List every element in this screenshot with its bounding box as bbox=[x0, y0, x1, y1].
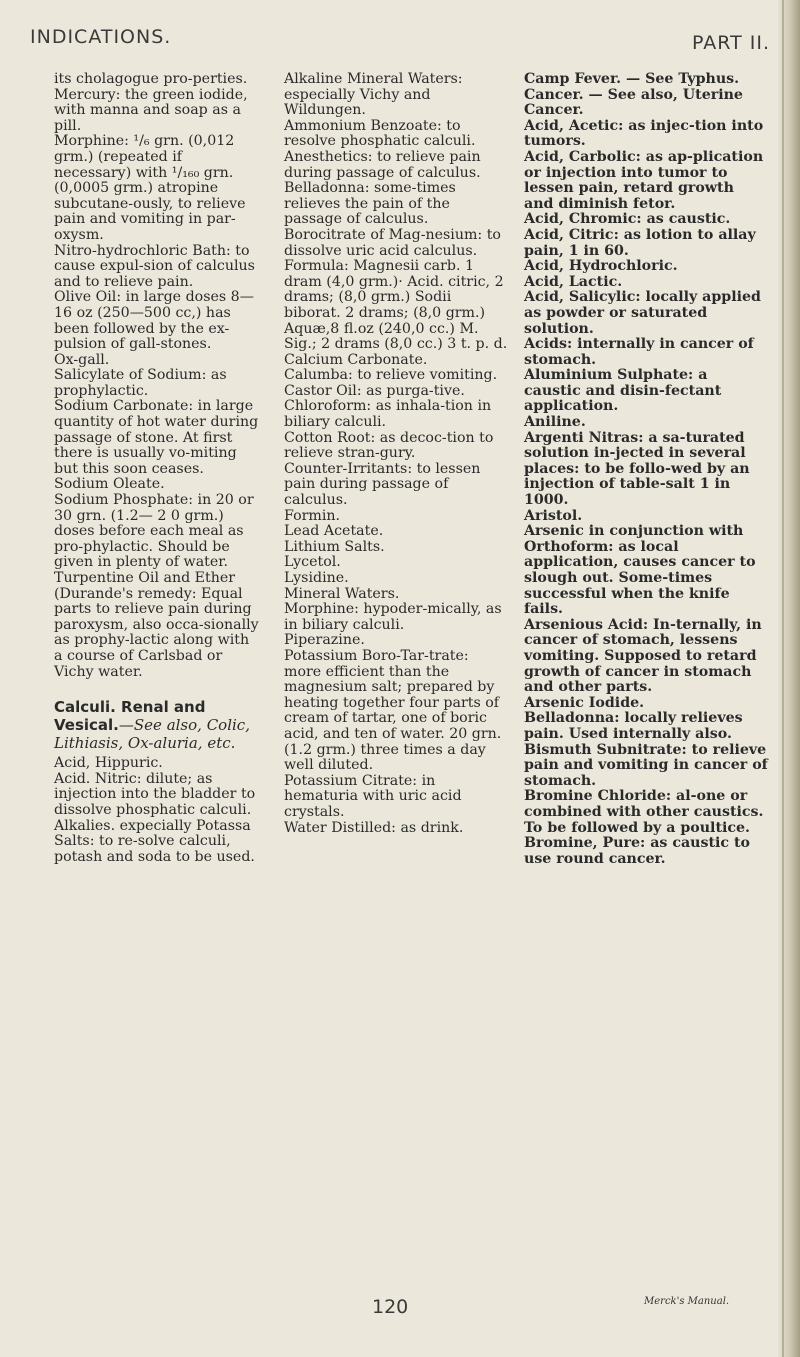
entry: Sodium Carbonate: in large quantity of hot water during passage of stone. At first there is usually vo-miting but this soon ceases. bbox=[54, 398, 259, 477]
entry: Alkaline Mineral Waters: especially Vichy and Wildungen. bbox=[284, 71, 463, 119]
entry: Lead Acetate. bbox=[284, 523, 384, 540]
entry: Sodium Phosphate: in 20 or 30 grn. (1.2— 2 0 grm.) doses before each meal as pro-phylactic. Should be given in plenty of water. bbox=[54, 492, 254, 571]
entry: Potassium Citrate: in hematuria with uric acid crystals. bbox=[284, 772, 462, 820]
entry: Lysidine. bbox=[284, 570, 349, 586]
entry: Sodium Oleate. bbox=[54, 476, 165, 493]
entry: Turpentine Oil and Ether (Durande's remedy: Equal parts to relieve pain during paroxysm, also occa-sionally as prophy-lactic along with a course of Carlsbad or Vichy water. bbox=[54, 570, 259, 680]
entry: Chloroform: as inhala-tion in biliary calculi. bbox=[284, 398, 492, 431]
entry: Piperazine. bbox=[284, 632, 365, 649]
column-left bbox=[54, 72, 262, 865]
page-edge bbox=[778, 0, 800, 1357]
header-left: INDICATIONS. bbox=[30, 26, 172, 48]
entry: Calcium Carbonate. bbox=[284, 351, 428, 368]
header-right: PART II. bbox=[692, 32, 770, 54]
entry: Morphine: hypoder-mically, as in biliary calculi. bbox=[284, 601, 502, 633]
entry: Argenti Nitras: a sa-turated solution in-jected in several places: to be follo-wed by an injection of table-salt 1 in 1000. bbox=[524, 429, 750, 509]
entry: Counter-Irritants: to lessen pain during passage of calculus. bbox=[284, 460, 481, 509]
entry: Alkalies. expecially Potassa Salts: to re-solve calculi, potash and soda to be used. bbox=[54, 817, 255, 865]
entry: Belladonna: some-times relieves the pain of the passage of calculus. bbox=[284, 180, 456, 228]
entry: Bismuth Subnitrate: to relieve pain and vomiting in cancer of stomach. bbox=[524, 741, 768, 789]
entry: Borocitrate of Mag-nesium: to dissolve uric acid calculus. Formula: Magnesii carb. 1 dram (4,0 grm.)· Acid. citric, 2 drams; (8,0 grm.) Sodii biborat. 2 drams; (8,0 grm.) Aquæ,8 fl.oz (240,0 cc.) M. Sig.; 2 drams (8,0 cc.) 3 t. p. d. bbox=[284, 226, 508, 353]
entry: Anesthetics: to relieve pain during passage of calculus. bbox=[284, 148, 481, 181]
section-see-also: —See also, Colic, Lithiasis, Ox-aluria, etc. bbox=[54, 716, 250, 753]
entry: Cancer. — See also, Uterine Cancer. bbox=[524, 86, 743, 119]
running-header bbox=[30, 18, 770, 52]
entry: Acid, Chromic: as caustic. bbox=[524, 211, 731, 228]
entry: Acids: internally in cancer of stomach. bbox=[524, 336, 754, 368]
entry: Aristol. bbox=[524, 507, 583, 524]
entry: Acid, Acetic: as injec-tion into tumors. bbox=[524, 117, 764, 150]
page-number: 120 bbox=[372, 1296, 409, 1318]
entry: Ammonium Benzoate: to resolve phosphatic calculi. bbox=[284, 117, 476, 150]
entry: Cotton Root: as decoc-tion to relieve stran-gury. bbox=[284, 429, 494, 462]
entry: Bromine Chloride: al-one or combined with other caustics. To be followed by a poultice. bbox=[524, 788, 764, 836]
entry: Acid, Hippuric. bbox=[54, 755, 163, 772]
entry: Acid, Citric: as lotion to allay pain, 1 in 60. bbox=[524, 226, 756, 259]
entry: Calumba: to relieve vomiting. bbox=[284, 367, 498, 384]
section-title: Calculi. Renal and Vesical. bbox=[54, 698, 206, 735]
publisher-stamp: Merck's Manual. bbox=[644, 1296, 730, 1307]
entry: Ox-gall. bbox=[54, 351, 110, 368]
entry: Arsenic in conjunction with Orthoform: as local application, causes cancer to slough out. Some-times successful when the knife fails. bbox=[524, 523, 756, 618]
entry: Formin. bbox=[284, 507, 341, 524]
section-heading bbox=[54, 698, 262, 752]
entry: Camp Fever. — See Typhus. bbox=[524, 71, 740, 87]
entry: Acid, Hydrochloric. bbox=[524, 258, 678, 275]
entry: Arsenic Iodide. bbox=[524, 694, 645, 711]
entry: Salicylate of Sodium: as prophylactic. bbox=[54, 367, 227, 399]
entry: Acid. Nitric: dilute; as injection into the bladder to dissolve phosphatic calculi. bbox=[54, 770, 256, 818]
entry: its cholagogue pro-perties. bbox=[54, 71, 248, 87]
column-middle bbox=[284, 72, 510, 836]
entry: Arsenious Acid: In-ternally, in cancer of stomach, lessens vomiting. Supposed to retard growth of cancer in stomach and other parts. bbox=[524, 616, 762, 696]
entry: Mineral Waters. bbox=[284, 585, 400, 602]
entry: Acid, Carbolic: as ap-plication or injection into tumor to lessen pain, retard growth and diminish fetor. bbox=[524, 148, 764, 212]
entry: Castor Oil: as purga-tive. bbox=[284, 382, 465, 399]
entry: Mercury: the green iodide, with manna and soap as a pill. bbox=[54, 86, 248, 134]
entry: Belladonna: locally relieves pain. Used internally also. bbox=[524, 710, 743, 742]
entry: Aniline. bbox=[524, 414, 586, 431]
entry: Olive Oil: in large doses 8—16 oz (250—500 cc,) has been followed by the ex-pulsion of gall-stones. bbox=[54, 289, 254, 353]
entry: Morphine: ¹/₆ grn. (0,012 grm.) (repeated if necessary) with ¹/₁₆₀ grn. (0,0005 grm.) atropine subcutane-ously, to relieve pain and vomiting in par-oxysm. bbox=[54, 133, 246, 243]
entry: Potassium Boro-Tar-trate: more efficient than the magnesium salt; prepared by heating together four parts of cream of tartar, one of boric acid, and ten of water. 20 grn. (1.2 grm.) three times a day well diluted. bbox=[284, 647, 502, 774]
entry: Acid, Lactic. bbox=[524, 273, 623, 290]
entry: Lithium Salts. bbox=[284, 538, 385, 555]
entry: Lycetol. bbox=[284, 554, 341, 571]
entry: Acid, Salicylic: locally applied as powder or saturated solution. bbox=[524, 289, 761, 337]
column-right bbox=[524, 72, 768, 867]
entry: Water Distilled: as drink. bbox=[284, 819, 464, 836]
entry: Aluminium Sulphate: a caustic and disin-fectant application. bbox=[524, 367, 722, 415]
entry: Bromine, Pure: as caustic to use round cancer. bbox=[524, 835, 751, 867]
entry: Nitro-hydrochloric Bath: to cause expul-sion of calculus and to relieve pain. bbox=[54, 242, 255, 290]
